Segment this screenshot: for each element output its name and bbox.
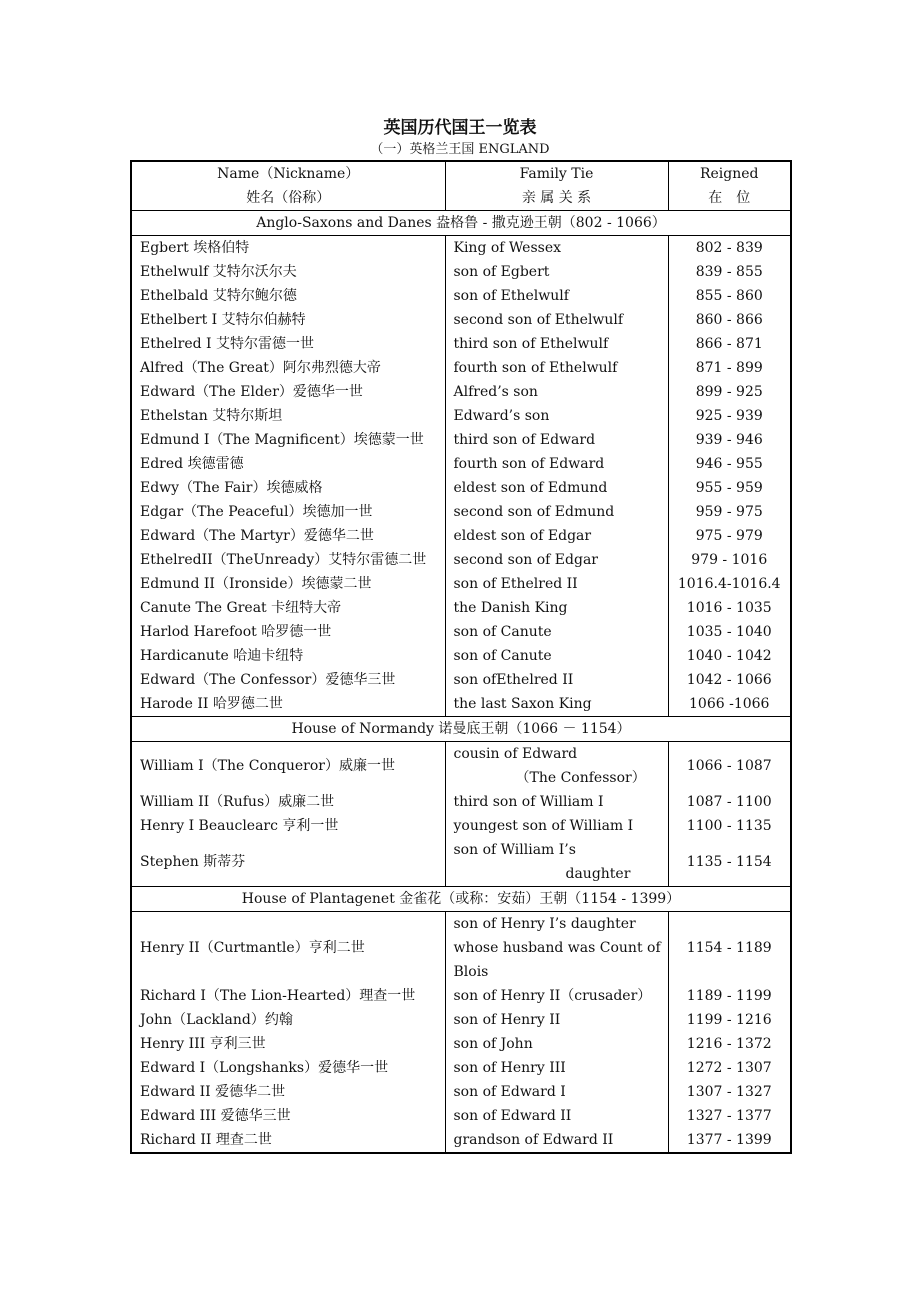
table-row xyxy=(131,1128,791,1153)
header-name-en: Name（Nickname） xyxy=(217,166,360,182)
king-name: Henry III 亨利三世 xyxy=(131,1032,445,1056)
family-tie xyxy=(445,500,668,524)
reign-years: 959 - 975 xyxy=(695,504,763,520)
king-name: Edmund I（The Magnificent）埃德蒙一世 xyxy=(131,428,445,452)
family-tie xyxy=(445,524,668,548)
reign-years: 1216 - 1372 xyxy=(686,1036,772,1052)
family-tie xyxy=(445,380,668,404)
king-name: William I（The Conqueror）威廉一世 xyxy=(131,742,445,791)
family-tie xyxy=(445,332,668,356)
reign-years: 1135 - 1154 xyxy=(686,854,772,870)
table-row xyxy=(131,814,791,838)
family-tie-line: third son of Ethelwulf xyxy=(453,336,609,352)
family-tie-line: son of Henry I’s daughter xyxy=(453,916,636,932)
king-name: Edward（The Confessor）爱德华三世 xyxy=(131,668,445,692)
page-subtitle: （一）英格兰王国 ENGLAND xyxy=(370,142,550,157)
kings-table xyxy=(130,160,792,1154)
family-tie-line: fourth son of Edward xyxy=(453,456,605,472)
reign-years: 1199 - 1216 xyxy=(686,1012,772,1028)
table-row xyxy=(131,452,791,476)
king-name: Richard I（The Lion-Hearted）理查一世 xyxy=(131,984,445,1008)
reign-years: 1066 - 1087 xyxy=(686,758,772,774)
reign-years: 871 - 899 xyxy=(695,360,763,376)
king-name: Harode II 哈罗德二世 xyxy=(131,692,445,717)
family-tie-line: son of Ethelwulf xyxy=(453,288,569,304)
family-tie xyxy=(445,260,668,284)
table-row xyxy=(131,548,791,572)
reign-years: 1377 - 1399 xyxy=(686,1132,772,1148)
king-name: Alfred（The Great）阿尔弗烈德大帝 xyxy=(131,356,445,380)
dynasty-header-row xyxy=(131,717,791,742)
table-row xyxy=(131,1080,791,1104)
table-row xyxy=(131,596,791,620)
reign-years: 1066 -1066 xyxy=(689,696,770,712)
family-tie-line: eldest son of Edgar xyxy=(453,528,592,544)
king-name: Richard II 理查二世 xyxy=(131,1128,445,1153)
reign-years: 1272 - 1307 xyxy=(686,1060,772,1076)
family-tie-line: daughter xyxy=(565,866,631,882)
family-tie-line: son of Ethelred II xyxy=(453,576,578,592)
table-row xyxy=(131,1104,791,1128)
king-name: Edred 埃德雷德 xyxy=(131,452,445,476)
king-name: Edward（The Elder）爱德华一世 xyxy=(131,380,445,404)
king-name: Edward II 爱德华二世 xyxy=(131,1080,445,1104)
family-tie-line: eldest son of Edmund xyxy=(453,480,608,496)
family-tie xyxy=(445,308,668,332)
reign-years: 1035 - 1040 xyxy=(686,624,772,640)
family-tie-line: son of Henry II xyxy=(453,1012,561,1028)
king-name: Egbert 埃格伯特 xyxy=(131,236,445,261)
king-name: Harlod Harefoot 哈罗德一世 xyxy=(131,620,445,644)
family-tie xyxy=(445,476,668,500)
king-name: Stephen 斯蒂芬 xyxy=(131,838,445,887)
king-name: William II（Rufus）威廉二世 xyxy=(131,790,445,814)
family-tie-line: Edward’s son xyxy=(453,408,550,424)
family-tie-line: second son of Ethelwulf xyxy=(453,312,624,328)
king-name: EthelredII（TheUnready）艾特尔雷德二世 xyxy=(131,548,445,572)
reign-years: 975 - 979 xyxy=(695,528,763,544)
king-name: Ethelstan 艾特尔斯坦 xyxy=(131,404,445,428)
reign-years: 1016 - 1035 xyxy=(686,600,772,616)
table-row xyxy=(131,284,791,308)
family-tie xyxy=(445,742,668,791)
dynasty-title: House of Normandy 诺曼底王朝（1066 － 1154） xyxy=(131,717,791,742)
family-tie xyxy=(445,404,668,428)
table-row xyxy=(131,236,791,261)
family-tie-line: King of Wessex xyxy=(453,240,562,256)
table-row xyxy=(131,1056,791,1080)
family-tie-line: second son of Edgar xyxy=(453,552,598,568)
table-row xyxy=(131,644,791,668)
table-row xyxy=(131,500,791,524)
table-row xyxy=(131,1032,791,1056)
family-tie xyxy=(445,1080,668,1104)
family-tie-line: fourth son of Ethelwulf xyxy=(453,360,618,376)
king-name: Edgar（The Peaceful）埃德加一世 xyxy=(131,500,445,524)
reign-years: 855 - 860 xyxy=(695,288,763,304)
table-row xyxy=(131,742,791,791)
reign-years: 802 - 839 xyxy=(695,240,763,256)
dynasty-title: Anglo-Saxons and Danes 盎格鲁 - 撒克逊王朝（802 - 1066） xyxy=(131,211,791,236)
reign-years: 946 - 955 xyxy=(695,456,763,472)
family-tie-line: son of Egbert xyxy=(453,264,550,280)
king-name: Canute The Great 卡纽特大帝 xyxy=(131,596,445,620)
table-header-row xyxy=(131,161,791,211)
family-tie-line: son of John xyxy=(453,1036,533,1052)
family-tie xyxy=(445,428,668,452)
reign-years: 939 - 946 xyxy=(695,432,763,448)
family-tie-line: the Danish King xyxy=(453,600,568,616)
header-family-tie-en: Family Tie xyxy=(519,166,594,182)
family-tie-line: son of Edward II xyxy=(453,1108,572,1124)
king-name: Edward（The Martyr）爱德华二世 xyxy=(131,524,445,548)
table-row xyxy=(131,1008,791,1032)
family-tie-line: cousin of Edward xyxy=(453,746,578,762)
header-name xyxy=(131,161,445,211)
king-name: Ethelbert I 艾特尔伯赫特 xyxy=(131,308,445,332)
reign-years: 1327 - 1377 xyxy=(686,1108,772,1124)
family-tie xyxy=(445,1032,668,1056)
page-title: 英国历代国王一览表 xyxy=(383,118,537,138)
reign-years: 866 - 871 xyxy=(695,336,763,352)
family-tie xyxy=(445,814,668,838)
family-tie-line: son of Canute xyxy=(453,624,552,640)
reign-years: 1016.4-1016.4 xyxy=(677,576,781,592)
family-tie xyxy=(445,1008,668,1032)
king-name: Henry I Beauclearc 亨利一世 xyxy=(131,814,445,838)
table-row xyxy=(131,260,791,284)
reign-years: 860 - 866 xyxy=(695,312,763,328)
family-tie xyxy=(445,1128,668,1153)
reign-years: 1100 - 1135 xyxy=(686,818,772,834)
header-reigned xyxy=(668,161,791,211)
dynasty-title: House of Plantagenet 金雀花（或称：安茹）王朝（1154 - 1399） xyxy=(131,887,791,912)
reign-years: 1042 - 1066 xyxy=(686,672,772,688)
header-name-zh: 姓名（俗称） xyxy=(246,190,331,206)
table-row xyxy=(131,476,791,500)
table-row xyxy=(131,984,791,1008)
table-row xyxy=(131,428,791,452)
family-tie-line: the last Saxon King xyxy=(453,696,592,712)
king-name: Henry II（Curtmantle）亨利二世 xyxy=(131,912,445,985)
dynasty-header-row xyxy=(131,211,791,236)
family-tie-line: third son of Edward xyxy=(453,432,596,448)
family-tie xyxy=(445,284,668,308)
header-reigned-en: Reigned xyxy=(699,166,759,182)
family-tie-line: third son of William I xyxy=(453,794,604,810)
family-tie-line: youngest son of William I xyxy=(453,818,634,834)
reign-years: 1087 - 1100 xyxy=(686,794,772,810)
king-name: Ethelred I 艾特尔雷德一世 xyxy=(131,332,445,356)
dynasty-header-row xyxy=(131,887,791,912)
family-tie xyxy=(445,692,668,717)
family-tie xyxy=(445,984,668,1008)
family-tie xyxy=(445,236,668,261)
family-tie-line: （The Confessor） xyxy=(515,770,646,786)
family-tie xyxy=(445,1056,668,1080)
family-tie-line: whose husband was Count of xyxy=(453,940,661,956)
reign-years: 1189 - 1199 xyxy=(686,988,772,1004)
reign-years: 1154 - 1189 xyxy=(686,940,772,956)
king-name: Hardicanute 哈迪卡纽特 xyxy=(131,644,445,668)
family-tie xyxy=(445,620,668,644)
family-tie xyxy=(445,838,668,887)
family-tie-line: son of Edward I xyxy=(453,1084,566,1100)
king-name: Edward I（Longshanks）爱德华一世 xyxy=(131,1056,445,1080)
king-name: Edwy（The Fair）埃德威格 xyxy=(131,476,445,500)
table-row xyxy=(131,356,791,380)
family-tie-line: son of Henry II（crusader） xyxy=(453,988,652,1004)
reign-years: 925 - 939 xyxy=(695,408,763,424)
king-name: John（Lackland）约翰 xyxy=(131,1008,445,1032)
family-tie xyxy=(445,912,668,985)
header-family-tie xyxy=(445,161,668,211)
family-tie xyxy=(445,356,668,380)
table-row xyxy=(131,380,791,404)
header-family-tie-zh: 亲 属 关 系 xyxy=(521,190,592,206)
family-tie-line: Blois xyxy=(453,964,489,980)
family-tie xyxy=(445,1104,668,1128)
reign-years: 955 - 959 xyxy=(695,480,763,496)
reign-years: 979 - 1016 xyxy=(691,552,768,568)
table-row xyxy=(131,572,791,596)
family-tie-line: son ofEthelred II xyxy=(453,672,574,688)
family-tie xyxy=(445,452,668,476)
table-row xyxy=(131,308,791,332)
family-tie-line: son of William I’s xyxy=(453,842,576,858)
king-name: Ethelbald 艾特尔鲍尔德 xyxy=(131,284,445,308)
family-tie xyxy=(445,548,668,572)
table-row xyxy=(131,524,791,548)
reign-years: 1040 - 1042 xyxy=(686,648,772,664)
table-row xyxy=(131,668,791,692)
family-tie xyxy=(445,572,668,596)
table-row xyxy=(131,404,791,428)
reign-years: 899 - 925 xyxy=(695,384,763,400)
table-row xyxy=(131,838,791,887)
family-tie-line: Alfred’s son xyxy=(453,384,538,400)
family-tie-line: son of Canute xyxy=(453,648,552,664)
table-row xyxy=(131,790,791,814)
table-row xyxy=(131,912,791,985)
family-tie xyxy=(445,596,668,620)
family-tie xyxy=(445,668,668,692)
table-row xyxy=(131,332,791,356)
header-reigned-zh: 在 位 xyxy=(708,190,751,206)
family-tie-line: grandson of Edward II xyxy=(453,1132,614,1148)
family-tie xyxy=(445,644,668,668)
table-row xyxy=(131,620,791,644)
family-tie-line: son of Henry III xyxy=(453,1060,566,1076)
king-name: Edward III 爱德华三世 xyxy=(131,1104,445,1128)
reign-years: 1307 - 1327 xyxy=(686,1084,772,1100)
king-name: Ethelwulf 艾特尔沃尔夫 xyxy=(131,260,445,284)
king-name: Edmund II（Ironside）埃德蒙二世 xyxy=(131,572,445,596)
reign-years: 839 - 855 xyxy=(695,264,763,280)
family-tie xyxy=(445,790,668,814)
table-row xyxy=(131,692,791,717)
family-tie-line: second son of Edmund xyxy=(453,504,615,520)
